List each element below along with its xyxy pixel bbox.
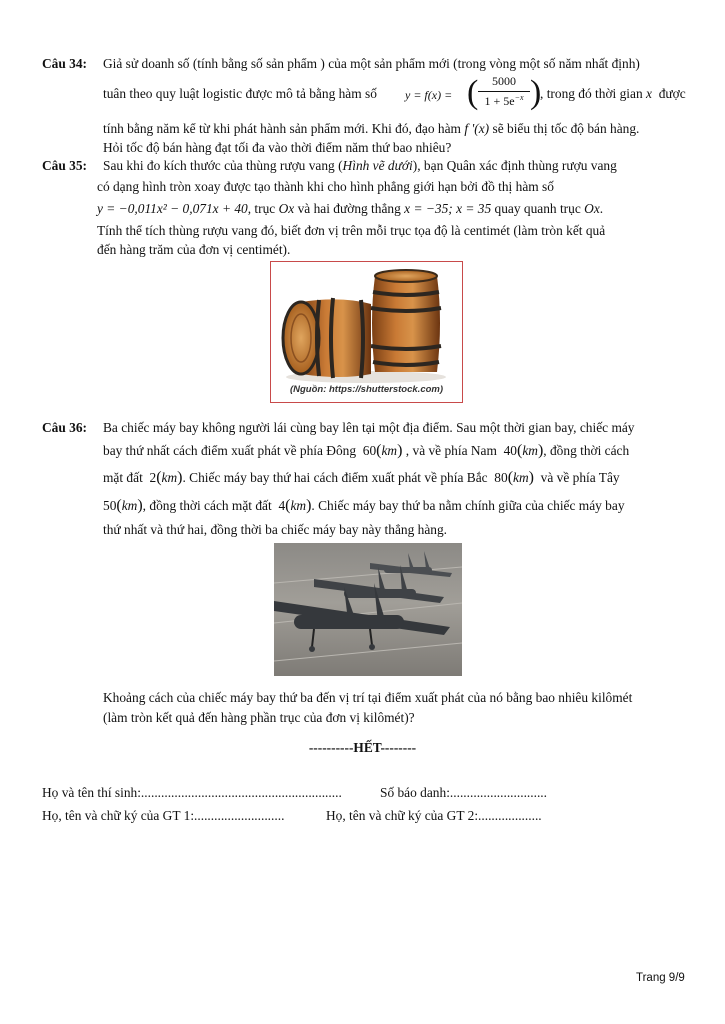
- function-equation: y = −0,011x² − 0,071x + 40: [97, 201, 248, 216]
- formula-lhs: y = f(x) =: [405, 88, 453, 102]
- formula-fraction: [478, 74, 530, 109]
- end-marker: ----------HẾT--------: [308, 740, 417, 755]
- standing-barrel: [371, 270, 441, 372]
- question-36-line-4: 50(km), đồng thời cách mặt đất 4(km). Chiếc máy bay thứ ba nằm chính giữa của chiếc máy bay: [103, 497, 625, 514]
- question-36-label: Câu 36:: [42, 420, 88, 435]
- candidate-name-field: Họ và tên thí sinh:............................................................: [42, 785, 342, 800]
- proctor-2-signature-field: Họ, tên và chữ ký của GT 2:...................: [326, 808, 542, 823]
- proctor-1-signature-field: Họ, tên và chữ ký của GT 1:...........................: [42, 808, 285, 823]
- question-34-line-1: Giả sử doanh số (tính bằng số sản phẩm ) của một sản phẩm mới (trong vòng một số năm nhất định): [103, 56, 640, 71]
- question-35-line-5: đến hàng trăm của đơn vị centimét).: [97, 242, 291, 257]
- question-35-line-4: Tính thể tích thùng rượu vang đó, biết đơn vị trên mỗi trục tọa độ là centimét (làm tròn kết quả: [97, 223, 606, 238]
- formula-left-paren: (: [467, 74, 479, 111]
- drone-back: [370, 551, 452, 577]
- formula-denominator: $1 + 5e^{-x}$: [484, 93, 524, 108]
- question-35-line-2: có dạng hình tròn xoay được tạo thành khi cho hình phẳng giới hạn bởi đồ thị hàm số: [97, 179, 554, 194]
- question-36-line-1: Ba chiếc máy bay không người lái cùng bay lên tại một địa điểm. Sau một thời gian bay, chiếc máy: [103, 420, 635, 435]
- question-36-line-3: mặt đất 2(km). Chiếc máy bay thứ hai cách điểm xuất phát về phía Bắc 80(km) và về phía Tây: [103, 469, 620, 486]
- candidate-number-field: Số báo danh:.............................: [380, 785, 548, 800]
- question-34-line-3: tính bằng năm kể từ khi phát hành sản phẩm mới. Khi đó, đạo hàm f '(x) sẽ biểu thị tốc độ bán hàng.: [103, 121, 640, 136]
- question-34-line-4: Hỏi tốc độ bán hàng đạt tối đa vào thời điểm năm thứ bao nhiêu?: [103, 140, 452, 155]
- wine-barrels-illustration: [271, 262, 462, 402]
- lying-barrel: [283, 298, 371, 378]
- question-35-line-1: Sau khi đo kích thước của thùng rượu vang (Hình vẽ dưới), bạn Quân xác định thùng rượu vang: [103, 158, 617, 173]
- question-35-label: Câu 35:: [42, 158, 88, 173]
- page-number: Trang 9/9: [636, 972, 685, 984]
- question-36-ask-line-2: (làm tròn kết quả đến hàng phần trục của đơn vị kilômét)?: [103, 710, 415, 725]
- image-caption: (Nguồn: https://shutterstock.com): [289, 384, 444, 395]
- drones-illustration: [274, 543, 462, 676]
- question-36-line-2: bay thứ nhất cách điểm xuất phát về phía Đông 60(km) , và về phía Nam 40(km), đồng thời cách: [103, 442, 630, 459]
- fraction-bar: [478, 91, 530, 92]
- question-34-label: Câu 34:: [42, 56, 88, 71]
- formula-right-paren: ): [530, 74, 542, 111]
- drones-image: [274, 543, 462, 676]
- question-34-line-2-lead: tuân theo quy luật logistic được mô tả bằng hàm số: [103, 86, 377, 101]
- wine-barrel-image: [270, 261, 463, 403]
- question-35-line-3: y = −0,011x² − 0,071x + 40, trục Ox và hai đường thẳng x = −35; x = 35 quay quanh trục Ox.: [97, 201, 604, 216]
- question-36-ask-line-1: Khoảng cách của chiếc máy bay thứ ba đến vị trí tại điểm xuất phát của nó bằng bao nhiêu kilômét: [103, 690, 633, 705]
- formula-numerator: 5000: [492, 74, 516, 88]
- question-36-line-5: thứ nhất và thứ hai, đồng thời ba chiếc máy bay này thẳng hàng.: [103, 522, 447, 537]
- boundary-lines: x = −35; x = 35: [404, 201, 492, 216]
- question-34-line-2-tail: , trong đó thời gian x được: [540, 86, 686, 101]
